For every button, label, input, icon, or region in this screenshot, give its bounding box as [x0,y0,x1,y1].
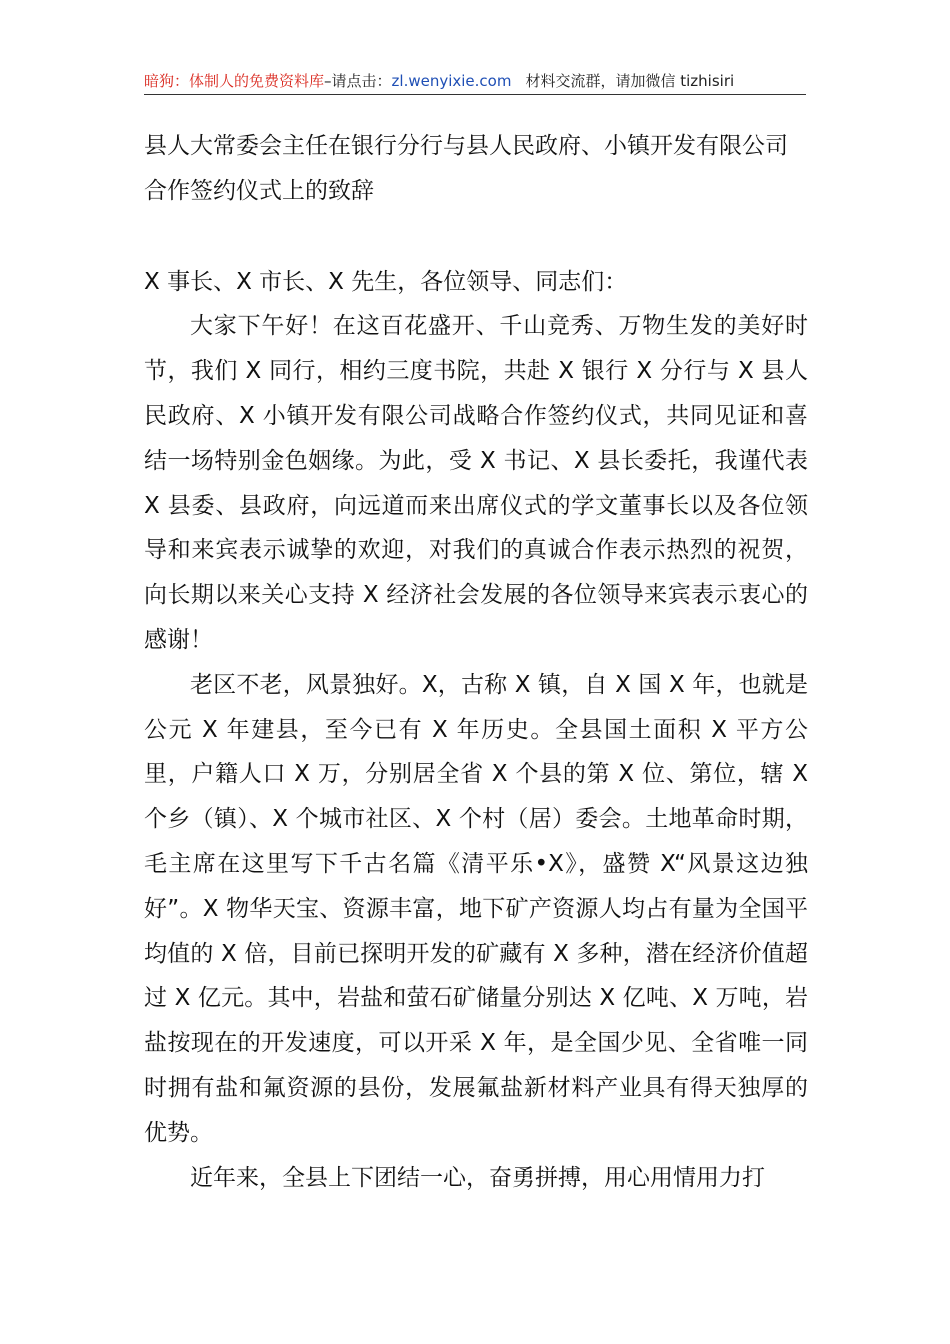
paragraph: 老区不老，风景独好。X，古称 X 镇，自 X 国 X 年，也就是公元 X 年建县，至今已有 X 年历史。全县国土面积 X 平方公里，户籍人口 X 万，分别居全省 X 个县的第 X 位、第位，辖 X 个乡（镇）、X 个城市社区、X 个村（居）委会。土地革命时期，毛主席在这里写下千古名篇《清平乐•X》，盛赞 X“风景这边独好”。X 物华天宝、资源丰富，地下矿产资源人均占有量为全国平均值的 X 倍，目前已探明开发的矿藏有 X 多种，潜在经济价值超过 X 亿元。其中，岩盐和萤石矿储量分别达 X 亿吨、X 万吨，岩盐按现在的开发速度，可以开采 X 年，是全国少见、全省唯一同时拥有盐和氟资源的县份，发展氟盐新材料产业具有得天独厚的优势。 [144,671,808,1146]
paragraph: 近年来，全县上下团结一心，奋勇拼搏，用心用情用力打 [190,1164,765,1191]
header-link[interactable]: zl.wenyixie.com [391,72,512,90]
paragraph: 大家下午好！在这百花盛开、千山竞秀、万物生发的美好时节，我们 X 同行，相约三度书院，共赴 X 银行 X 分行与 X 县人民政府、X 小镇开发有限公司战略合作签约仪式，共同见证和喜结一场特别金色姻缘。为此，受 X 书记、X 县长委托，我谨代表 X 县委、县政府，向远道而来出席仪式的学文董事长以及各位领导和来宾表示诚挚的欢迎，对我们的真诚合作表示热烈的祝贺，向长期以来关心支持 X 经济社会发展的各位领导来宾表示衷心的感谢！ [144,313,808,653]
header-wechat: 材料交流群，请加微信 tizhisiri [525,72,735,90]
header-brand: 暗狗：体制人的免费资料库 [144,72,325,90]
document-body [144,124,808,1200]
page-header [144,68,806,95]
document-title: 县人大常委会主任在银行分行与县人民政府、小镇开发有限公司合作签约仪式上的致辞 [144,133,788,204]
header-prompt: –请点击： [324,72,392,90]
salutation: X 事长、X 市长、X 先生，各位领导、同志们： [144,268,628,295]
